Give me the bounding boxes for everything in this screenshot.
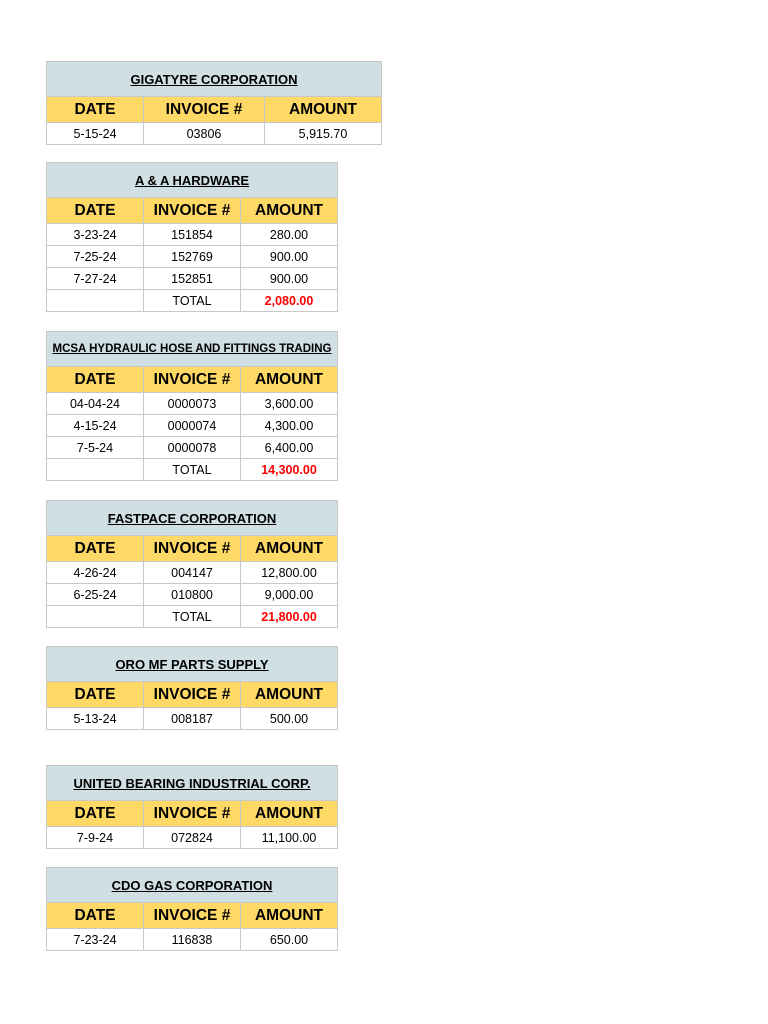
amount-cell: 5,915.70 (265, 123, 382, 145)
table-row (47, 437, 338, 459)
empty-cell (47, 290, 144, 312)
date-cell: 5-13-24 (47, 708, 144, 730)
invoice-cell: 004147 (144, 562, 241, 584)
vendor-table-fastpace (46, 500, 338, 628)
amount-cell: 6,400.00 (241, 437, 338, 459)
invoice-cell: 151854 (144, 224, 241, 246)
vendor-table-mcsa (46, 331, 338, 481)
amount-cell: 11,100.00 (241, 827, 338, 849)
date-header: DATE (47, 801, 144, 827)
total-amount: 21,800.00 (241, 606, 338, 628)
vendor-table-cdo-gas (46, 867, 338, 951)
date-header: DATE (47, 682, 144, 708)
amount-cell: 900.00 (241, 246, 338, 268)
invoice-cell: 0000078 (144, 437, 241, 459)
invoice-cell: 008187 (144, 708, 241, 730)
amount-cell: 3,600.00 (241, 393, 338, 415)
date-cell: 7-5-24 (47, 437, 144, 459)
total-row (47, 606, 338, 628)
invoice-header: INVOICE # (144, 198, 241, 224)
invoice-header: INVOICE # (144, 536, 241, 562)
table-row (47, 708, 338, 730)
amount-cell: 4,300.00 (241, 415, 338, 437)
date-header: DATE (47, 97, 144, 123)
amount-header: AMOUNT (241, 367, 338, 393)
amount-cell: 500.00 (241, 708, 338, 730)
amount-header: AMOUNT (241, 536, 338, 562)
vendor-table-oro-mf (46, 646, 338, 730)
invoice-header: INVOICE # (144, 367, 241, 393)
vendor-table-gigatyre (46, 61, 382, 145)
date-cell: 7-9-24 (47, 827, 144, 849)
table-row (47, 123, 382, 145)
vendor-table-united-bearing (46, 765, 338, 849)
amount-cell: 900.00 (241, 268, 338, 290)
total-amount: 2,080.00 (241, 290, 338, 312)
vendor-title: CDO GAS CORPORATION (47, 868, 338, 903)
vendor-title: GIGATYRE CORPORATION (47, 62, 382, 97)
amount-header: AMOUNT (241, 801, 338, 827)
invoice-cell: 072824 (144, 827, 241, 849)
table-row (47, 246, 338, 268)
invoice-cell: 0000074 (144, 415, 241, 437)
amount-cell: 9,000.00 (241, 584, 338, 606)
vendor-table-aa-hardware (46, 162, 338, 312)
amount-header: AMOUNT (241, 682, 338, 708)
date-cell: 6-25-24 (47, 584, 144, 606)
amount-cell: 280.00 (241, 224, 338, 246)
date-header: DATE (47, 536, 144, 562)
amount-cell: 12,800.00 (241, 562, 338, 584)
vendor-title: UNITED BEARING INDUSTRIAL CORP. (47, 766, 338, 801)
table-row (47, 929, 338, 951)
total-amount: 14,300.00 (241, 459, 338, 481)
total-label: TOTAL (144, 290, 241, 312)
date-header: DATE (47, 198, 144, 224)
date-cell: 7-23-24 (47, 929, 144, 951)
table-row (47, 415, 338, 437)
invoice-header: INVOICE # (144, 682, 241, 708)
vendor-title: MCSA HYDRAULIC HOSE AND FITTINGS TRADING (47, 332, 338, 367)
invoice-cell: 0000073 (144, 393, 241, 415)
table-row (47, 827, 338, 849)
total-row (47, 290, 338, 312)
table-row (47, 562, 338, 584)
empty-cell (47, 606, 144, 628)
date-cell: 3-23-24 (47, 224, 144, 246)
date-cell: 7-27-24 (47, 268, 144, 290)
vendor-title: A & A HARDWARE (47, 163, 338, 198)
table-row (47, 393, 338, 415)
invoice-cell: 152769 (144, 246, 241, 268)
invoice-header: INVOICE # (144, 97, 265, 123)
date-header: DATE (47, 903, 144, 929)
empty-cell (47, 459, 144, 481)
amount-cell: 650.00 (241, 929, 338, 951)
table-row (47, 224, 338, 246)
date-cell: 4-15-24 (47, 415, 144, 437)
invoice-cell: 152851 (144, 268, 241, 290)
invoice-cell: 010800 (144, 584, 241, 606)
amount-header: AMOUNT (241, 903, 338, 929)
total-label: TOTAL (144, 459, 241, 481)
invoice-header: INVOICE # (144, 903, 241, 929)
invoice-cell: 116838 (144, 929, 241, 951)
date-cell: 4-26-24 (47, 562, 144, 584)
table-row (47, 584, 338, 606)
vendor-title: FASTPACE CORPORATION (47, 501, 338, 536)
total-row (47, 459, 338, 481)
date-header: DATE (47, 367, 144, 393)
invoice-cell: 03806 (144, 123, 265, 145)
total-label: TOTAL (144, 606, 241, 628)
date-cell: 7-25-24 (47, 246, 144, 268)
invoice-header: INVOICE # (144, 801, 241, 827)
table-row (47, 268, 338, 290)
date-cell: 5-15-24 (47, 123, 144, 145)
date-cell: 04-04-24 (47, 393, 144, 415)
amount-header: AMOUNT (241, 198, 338, 224)
amount-header: AMOUNT (265, 97, 382, 123)
vendor-title: ORO MF PARTS SUPPLY (47, 647, 338, 682)
